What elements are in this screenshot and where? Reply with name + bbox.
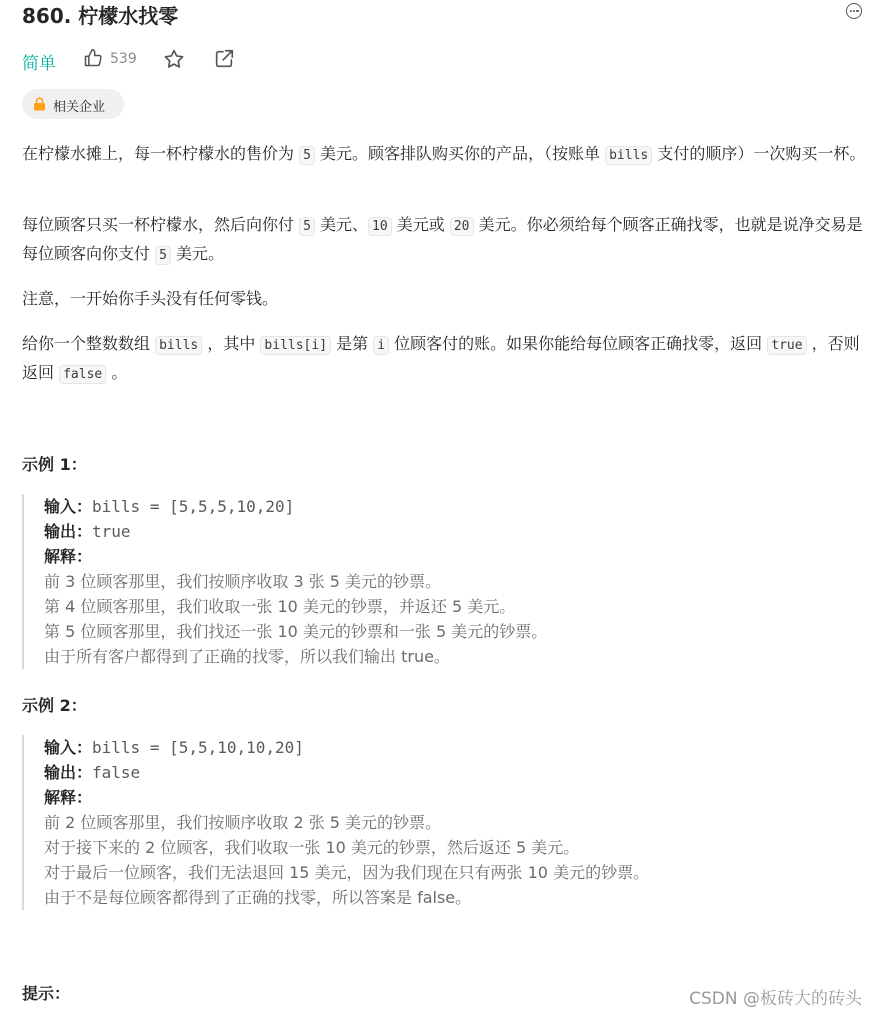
- like-count: 539: [110, 51, 137, 67]
- title-row: [22, 0, 868, 28]
- explanation-line: 由于所有客户都得到了正确的找零，所以我们输出 true。: [44, 647, 450, 666]
- explanation-line: 对于最后一位顾客，我们无法退回 15 美元，因为我们现在只有两张 10 美元的钞票。: [44, 863, 650, 882]
- description-paragraph-4: 给你一个整数数组 bills ，其中 bills[i] 是第 i 位顾客付的账。如果你能给每位顾客正确找零，返回 true ，否则返回 false 。: [22, 334, 860, 382]
- hints-heading: 提示：: [22, 984, 71, 1003]
- more-options-icon[interactable]: [846, 3, 862, 19]
- output-label: 输出：: [44, 763, 93, 782]
- share-button[interactable]: [213, 48, 235, 74]
- related-companies-tag[interactable]: [22, 89, 124, 119]
- description-paragraph-2: 每位顾客只买一杯柠檬水，然后向你付 5 美元、 10 美元或 20 美元。你必须给每个顾客正确找零，也就是说净交易是每位顾客向你支付 5 美元。: [22, 215, 863, 263]
- lock-icon: [33, 97, 46, 111]
- related-companies-label: 相关企业: [53, 100, 106, 115]
- input-label: 输入：: [44, 738, 93, 757]
- inline-code: bills[i]: [260, 336, 331, 355]
- explanation-line: 第 5 位顾客那里，我们找还一张 10 美元的钞票和一张 5 美元的钞票。: [44, 622, 548, 641]
- inline-code: 20: [450, 217, 474, 236]
- explanation-line: 前 3 位顾客那里，我们按顺序收取 3 张 5 美元的钞票。: [44, 572, 442, 591]
- inline-code: false: [59, 365, 106, 384]
- thumbs-up-icon: [83, 48, 103, 68]
- inline-code: 5: [299, 146, 315, 165]
- inline-code: true: [767, 336, 806, 355]
- input-label: 输入：: [44, 497, 93, 516]
- explanation-line: 前 2 位顾客那里，我们按顺序收取 2 张 5 美元的钞票。: [44, 813, 442, 832]
- problem-title: 860. 柠檬水找零: [22, 4, 179, 28]
- example-1-block: [22, 494, 864, 669]
- explanation-label: 解释：: [44, 547, 93, 566]
- inline-code: 5: [155, 246, 171, 265]
- explanation-label: 解释：: [44, 788, 93, 807]
- output-label: 输出：: [44, 522, 93, 541]
- inline-code: 10: [368, 217, 392, 236]
- example-2-heading: 示例 2：: [22, 696, 87, 715]
- example-input: bills = [5,5,5,10,20]: [92, 497, 295, 516]
- inline-code: i: [373, 336, 389, 355]
- inline-code: bills: [605, 146, 652, 165]
- share-icon: [213, 48, 235, 70]
- watermark: CSDN @板砖大的砖头: [689, 989, 862, 1009]
- meta-row: [22, 46, 422, 74]
- inline-code: bills: [155, 336, 202, 355]
- favorite-button[interactable]: [163, 48, 185, 74]
- example-2-block: [22, 735, 864, 910]
- explanation-line: 对于接下来的 2 位顾客，我们收取一张 10 美元的钞票，然后返还 5 美元。: [44, 838, 580, 857]
- example-1-heading: 示例 1：: [22, 455, 87, 474]
- explanation-line: 由于不是每位顾客都得到了正确的找零，所以答案是 false。: [44, 888, 472, 907]
- description-paragraph-1: 在柠檬水摊上，每一杯柠檬水的售价为 5 美元。顾客排队购买你的产品，（按账单 bills 支付的顺序）一次购买一杯。: [22, 144, 866, 163]
- difficulty-badge: 简单: [22, 54, 56, 74]
- example-input: bills = [5,5,10,10,20]: [92, 738, 304, 757]
- star-icon: [163, 48, 185, 70]
- explanation-line: 第 4 位顾客那里，我们收取一张 10 美元的钞票，并返还 5 美元。: [44, 597, 516, 616]
- description-paragraph-3: 注意，一开始你手头没有任何零钱。: [22, 289, 279, 308]
- example-output: true: [92, 522, 131, 541]
- inline-code: 5: [299, 217, 315, 236]
- example-output: false: [92, 763, 141, 782]
